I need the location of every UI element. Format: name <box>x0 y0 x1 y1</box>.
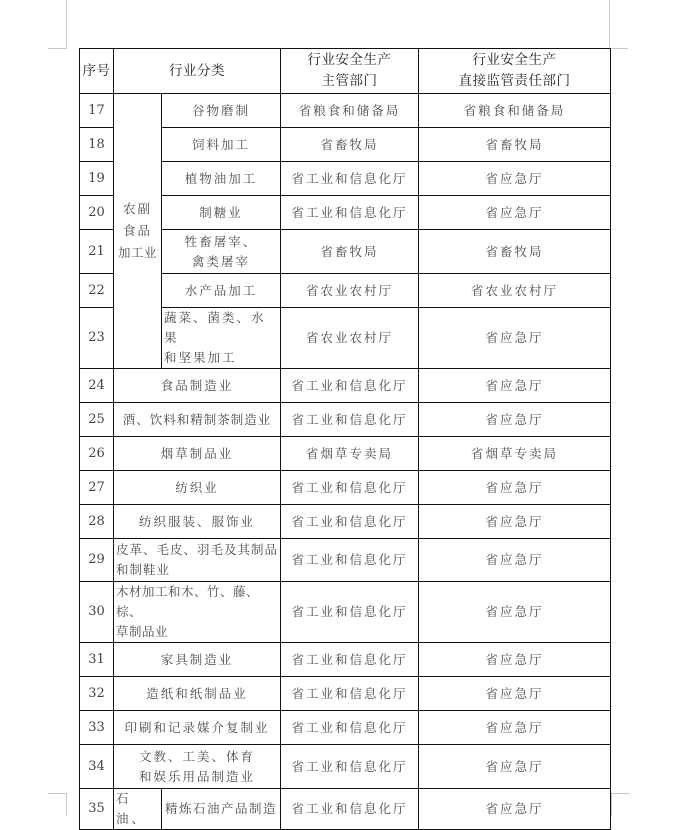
row-category <box>114 539 281 582</box>
row-subcategory-line1: 蔬菜、菌类、水果 <box>164 310 266 345</box>
row-seq: 34 <box>80 745 114 789</box>
row-direct-dept: 省应急厅 <box>419 369 611 403</box>
row-category-line2: 草制品业 <box>116 624 169 639</box>
row-direct-dept: 省应急厅 <box>419 643 611 677</box>
row-subcategory: 水产品加工 <box>162 274 281 308</box>
row-category: 烟草制品业 <box>114 437 281 471</box>
page-corner-mark-top-right <box>609 0 628 49</box>
row-direct-dept: 省应急厅 <box>419 505 611 539</box>
header-main-dept <box>281 49 419 94</box>
header-direct-dept-line1: 行业安全生产 <box>472 52 557 68</box>
table-row <box>80 505 611 539</box>
table-row <box>80 94 611 128</box>
row-subcategory: 饲料加工 <box>162 128 281 162</box>
row-subcategory <box>162 308 281 369</box>
row-subcategory <box>162 230 281 274</box>
row-direct-dept: 省烟草专卖局 <box>419 437 611 471</box>
row-seq: 27 <box>80 471 114 505</box>
row-seq: 25 <box>80 403 114 437</box>
row-category-line2: 和娱乐用品制造业 <box>138 768 255 784</box>
header-direct-dept <box>419 49 611 94</box>
row-subcategory-line2: 禽类屠宰 <box>191 253 250 269</box>
row-subcategory: 制糖业 <box>162 196 281 230</box>
row-subcategory-line2: 和坚果加工 <box>164 350 237 365</box>
table-row <box>80 582 611 643</box>
row-direct-dept: 省畜牧局 <box>419 230 611 274</box>
row-seq: 32 <box>80 677 114 711</box>
row-main-dept: 省畜牧局 <box>281 230 419 274</box>
row-category: 印刷和记录媒介复制业 <box>114 711 281 745</box>
row-main-dept: 省农业农村厅 <box>281 274 419 308</box>
row-direct-dept: 省应急厅 <box>419 789 611 830</box>
row-direct-dept: 省应急厅 <box>419 677 611 711</box>
row-category-line2: 和制鞋业 <box>116 562 171 577</box>
row-main-dept: 省工业和信息化厅 <box>281 582 419 643</box>
row-seq: 23 <box>80 308 114 369</box>
row-seq: 33 <box>80 711 114 745</box>
group-line3: 加工业 <box>117 245 157 260</box>
table-row <box>80 403 611 437</box>
row-direct-dept: 省粮食和储备局 <box>419 94 611 128</box>
table-row <box>80 789 611 830</box>
header-category: 行业分类 <box>114 49 281 94</box>
header-row <box>80 49 611 94</box>
table-row <box>80 643 611 677</box>
row-main-dept: 省工业和信息化厅 <box>281 539 419 582</box>
page-corner-mark-bottom-right <box>611 793 630 816</box>
row-category: 酒、饮料和精制茶制造业 <box>114 403 281 437</box>
table-row <box>80 369 611 403</box>
row-main-dept: 省畜牧局 <box>281 128 419 162</box>
row-subcategory: 谷物磨制 <box>162 94 281 128</box>
row-direct-dept: 省应急厅 <box>419 308 611 369</box>
row-seq: 31 <box>80 643 114 677</box>
row-category: 食品制造业 <box>114 369 281 403</box>
row-seq: 24 <box>80 369 114 403</box>
row-category-line1: 文教、工美、体育 <box>138 748 255 764</box>
row-main-dept: 省工业和信息化厅 <box>281 403 419 437</box>
row-main-dept: 省工业和信息化厅 <box>281 677 419 711</box>
row-main-dept: 省粮食和储备局 <box>281 94 419 128</box>
row-seq: 18 <box>80 128 114 162</box>
row-main-dept: 省工业和信息化厅 <box>281 369 419 403</box>
row-category <box>114 745 281 789</box>
table-row <box>80 471 611 505</box>
row-main-dept: 省工业和信息化厅 <box>281 196 419 230</box>
row-main-dept: 省烟草专卖局 <box>281 437 419 471</box>
row-category-line1: 木材加工和木、竹、藤、棕、 <box>116 584 260 619</box>
row-main-dept: 省工业和信息化厅 <box>281 471 419 505</box>
row-direct-dept: 省应急厅 <box>419 471 611 505</box>
row-direct-dept: 省应急厅 <box>419 196 611 230</box>
row-main-dept: 省工业和信息化厅 <box>281 505 419 539</box>
table-row <box>80 711 611 745</box>
page-corner-mark-top-left <box>48 0 67 49</box>
row-seq: 29 <box>80 539 114 582</box>
group-cell-agri-food <box>114 94 162 369</box>
row-main-dept: 省农业农村厅 <box>281 308 419 369</box>
row-direct-dept: 省应急厅 <box>419 162 611 196</box>
row-main-dept: 省工业和信息化厅 <box>281 745 419 789</box>
row-main-dept: 省工业和信息化厅 <box>281 789 419 830</box>
table-row <box>80 437 611 471</box>
row-main-dept: 省工业和信息化厅 <box>281 162 419 196</box>
row-direct-dept: 省应急厅 <box>419 711 611 745</box>
row-category: 纺织业 <box>114 471 281 505</box>
group-cell-petroleum: 石油、 <box>114 789 162 830</box>
table-row <box>80 745 611 789</box>
row-seq: 30 <box>80 582 114 643</box>
group-line2: 食品 <box>122 223 152 238</box>
row-category: 纺织服装、服饰业 <box>114 505 281 539</box>
row-main-dept: 省工业和信息化厅 <box>281 711 419 745</box>
row-category-line1: 皮革、毛皮、羽毛及其制品 <box>116 542 279 557</box>
row-direct-dept: 省畜牧局 <box>419 128 611 162</box>
row-seq: 26 <box>80 437 114 471</box>
row-seq: 22 <box>80 274 114 308</box>
row-seq: 21 <box>80 230 114 274</box>
industry-safety-table <box>79 48 611 830</box>
row-seq: 20 <box>80 196 114 230</box>
table-row <box>80 539 611 582</box>
header-direct-dept-line2: 直接监管责任部门 <box>458 73 571 89</box>
table-row <box>80 677 611 711</box>
header-seq: 序号 <box>80 49 114 94</box>
header-main-dept-line2: 主管部门 <box>321 73 378 89</box>
group-line1: 农副 <box>122 201 152 216</box>
row-subcategory: 植物油加工 <box>162 162 281 196</box>
row-direct-dept: 省应急厅 <box>419 539 611 582</box>
row-direct-dept: 省应急厅 <box>419 403 611 437</box>
page-corner-mark-bottom-left <box>48 793 67 816</box>
row-seq: 28 <box>80 505 114 539</box>
header-main-dept-line1: 行业安全生产 <box>307 52 392 68</box>
row-seq: 17 <box>80 94 114 128</box>
row-main-dept: 省工业和信息化厅 <box>281 643 419 677</box>
row-direct-dept: 省应急厅 <box>419 582 611 643</box>
row-subcategory: 精炼石油产品制造 <box>162 789 281 830</box>
row-category: 造纸和纸制品业 <box>114 677 281 711</box>
row-direct-dept: 省农业农村厅 <box>419 274 611 308</box>
row-category: 家具制造业 <box>114 643 281 677</box>
row-seq: 19 <box>80 162 114 196</box>
row-seq: 35 <box>80 789 114 830</box>
row-direct-dept: 省应急厅 <box>419 745 611 789</box>
row-subcategory-line1: 牲畜屠宰、 <box>184 233 258 249</box>
row-category <box>114 582 281 643</box>
